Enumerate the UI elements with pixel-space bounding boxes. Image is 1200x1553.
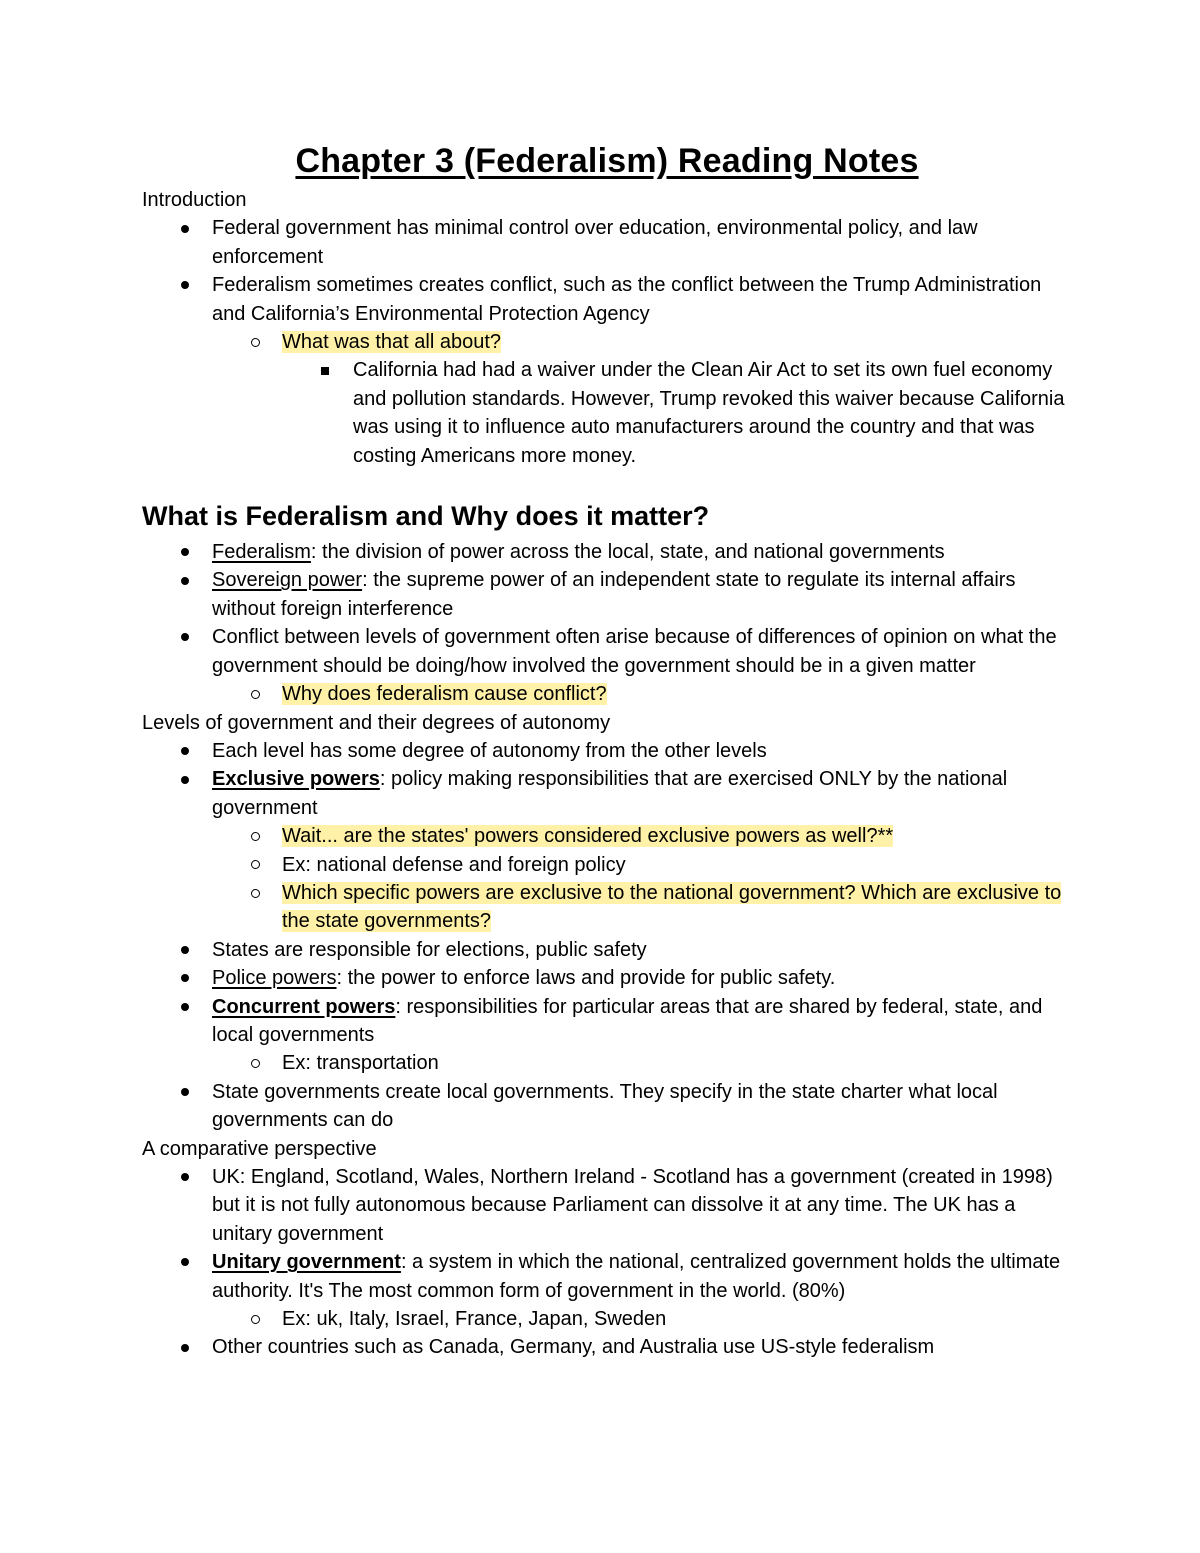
square-bullet-icon [315,356,335,384]
highlighted-question: Wait... are the states' powers considered exclusive powers as well?** [282,825,894,848]
list-item: State governments create local governments. They specify in the state charter what local governments can do [142,1078,1072,1135]
highlighted-question: Why does federalism cause conflict? [282,683,607,706]
list-item: Sovereign power: the supreme power of an independent state to regulate its internal affairs without foreign interference [142,566,1072,623]
highlighted-question: Which specific powers are exclusive to the national government? Which are exclusive to the state governments? [282,881,1062,933]
term: Police powers [212,967,337,990]
list-item: Each level has some degree of autonomy from the other levels [142,737,1072,765]
term: Unitary government [212,1251,401,1274]
bullet-icon [175,566,195,594]
circle-bullet-icon [245,1049,265,1077]
bullet-icon [175,1163,195,1191]
bullet-icon [175,737,195,765]
list-item: States are responsible for elections, public safety [142,936,1072,964]
list-item: Ex: transportation [142,1049,1072,1077]
circle-bullet-icon [245,822,265,850]
bullet-icon [175,1078,195,1106]
circle-bullet-icon [245,1305,265,1333]
term: Sovereign power [212,569,363,592]
bullet-icon [175,271,195,299]
list-item: Exclusive powers: policy making responsibilities that are exercised ONLY by the national government [142,765,1072,822]
term: Concurrent powers [212,995,396,1018]
page-title: Chapter 3 (Federalism) Reading Notes [295,142,919,180]
intro-heading: Introduction [142,189,247,211]
bullet-icon [175,964,195,992]
list-item: Ex: national defense and foreign policy [142,851,1072,879]
list-item: Unitary government: a system in which the national, centralized government holds the ultimate authority. It's The most common form of government in the world. (80%) [142,1248,1072,1305]
list-item: Other countries such as Canada, Germany, and Australia use US-style federalism [142,1333,1072,1361]
list-item: Federal government has minimal control over education, environmental policy, and law enforcement [142,214,1072,271]
circle-bullet-icon [245,680,265,708]
bullet-icon [175,993,195,1021]
list-item [142,680,1072,708]
list-item: UK: England, Scotland, Wales, Northern Ireland - Scotland has a government (created in 1998) but it is not fully autonomous because Parliament can dissolve it at any time. The UK has a unitary government [142,1163,1072,1248]
bullet-icon [175,538,195,566]
list-item [142,822,1072,850]
list-item: Federalism sometimes creates conflict, such as the conflict between the Trump Administration and California’s Environmental Protection Agency [142,271,1072,328]
bullet-icon [175,765,195,793]
list-item: Ex: uk, Italy, Israel, France, Japan, Sweden [142,1305,1072,1333]
list-item: Conflict between levels of government often arise because of differences of opinion on what the government should be doing/how involved the government should be in a given matter [142,623,1072,680]
document-page [142,140,1072,1362]
section-heading: What is Federalism and Why does it matter? [142,501,710,532]
subsection-heading: A comparative perspective [142,1137,377,1160]
term: Federalism [212,541,311,564]
list-item [142,328,1072,356]
circle-bullet-icon [245,851,265,879]
circle-bullet-icon [245,879,265,907]
bullet-icon [175,214,195,242]
bullet-icon [175,623,195,651]
subsection-heading: Levels of government and their degrees of autonomy [142,711,611,734]
bullet-icon [175,1333,195,1361]
highlighted-question: What was that all about? [282,331,502,354]
list-item: California had had a waiver under the Clean Air Act to set its own fuel economy and pollution standards. However, Trump revoked this waiver because California was using it to influence auto manufacturers around the country and that was costing Americans more money. [142,356,1072,470]
list-item: Federalism: the division of power across the local, state, and national governments [142,538,1072,566]
term: Exclusive powers [212,768,380,791]
bullet-icon [175,1248,195,1276]
list-item: Police powers: the power to enforce laws and provide for public safety. [142,964,1072,992]
bullet-icon [175,936,195,964]
list-item: Concurrent powers: responsibilities for particular areas that are shared by federal, state, and local governments [142,993,1072,1050]
list-item [142,879,1072,936]
circle-bullet-icon [245,328,265,356]
